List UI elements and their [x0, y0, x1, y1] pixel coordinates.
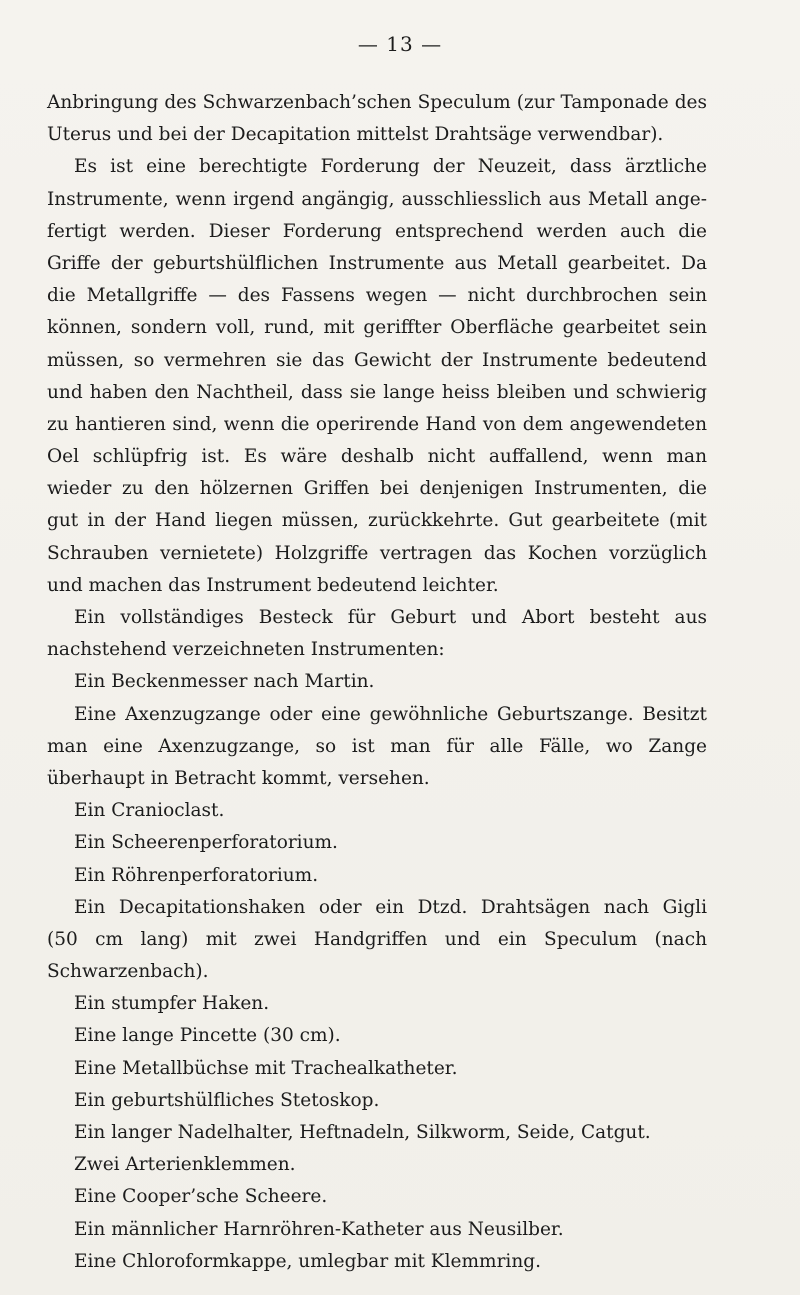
- text-line: Schwarzenbach).: [47, 961, 209, 983]
- text-line: Es ist eine berechtigte Forderung der Neuzeit, dass ärztliche: [74, 156, 707, 178]
- list-item: Ein Röhrenperforatorium.: [74, 864, 319, 886]
- text-line: man eine Axenzugzange, so ist man für alle Fälle, wo Zange: [47, 735, 707, 757]
- list-item: Ein Decapitationshaken oder ein Dtzd. Drahtsägen nach Gigli: [74, 896, 707, 918]
- text-line: und haben den Nachtheil, dass sie lange heiss bleiben und schwierig: [47, 381, 707, 403]
- text-line: Ein vollständiges Besteck für Geburt und Abort besteht aus: [74, 607, 707, 628]
- list-item: Eine Metallbüchse mit Trachealkatheter.: [74, 1057, 458, 1079]
- text-line: überhaupt in Betracht kommt, versehen.: [47, 767, 430, 789]
- list-item: Ein langer Nadelhalter, Heftnadeln, Silkworm, Seide, Catgut.: [74, 1122, 651, 1143]
- text-line: fertigt werden. Dieser Forderung entsprechend werden auch die: [47, 220, 707, 242]
- text-line: gut in der Hand liegen müssen, zurückkehrte. Gut gearbeitete (mit: [47, 510, 707, 532]
- text-line: Uterus und bei der Decapitation mittelst Drahtsäge verwendbar).: [47, 124, 664, 146]
- text-line: können, sondern voll, rund, mit geriffter Oberfläche gearbeitet sein: [47, 317, 707, 339]
- text-line: Anbringung des Schwarzenbach’schen Speculum (zur Tamponade des: [47, 92, 707, 113]
- text-line: wieder zu den hölzernen Griffen bei denjenigen Instrumenten, die: [47, 478, 707, 500]
- list-item: Ein Beckenmesser nach Martin.: [74, 671, 375, 693]
- body-text: [47, 87, 707, 1278]
- list-item: Zwei Arterienklemmen.: [74, 1154, 296, 1176]
- text-line: (50 cm lang) mit zwei Handgriffen und ein Speculum (nach: [47, 928, 707, 950]
- list-item: Eine Cooper’sche Scheere.: [74, 1186, 328, 1208]
- list-item: Eine lange Pincette (30 cm).: [74, 1025, 341, 1047]
- text-line: nachstehend verzeichneten Instrumenten:: [47, 639, 445, 661]
- text-line: müssen, so vermehren sie das Gewicht der Instrumente bedeutend: [47, 349, 707, 371]
- list-item: Ein stumpfer Haken.: [74, 993, 270, 1015]
- text-line: Griffe der geburtshülflichen Instrumente aus Metall gearbeitet. Da: [47, 252, 707, 274]
- text-line: zu hantieren sind, wenn die operirende Hand von dem angewendeten: [47, 413, 707, 435]
- list-item: Eine Chloroformkappe, umlegbar mit Klemmring.: [74, 1250, 541, 1272]
- page-number: — 13 —: [357, 32, 443, 56]
- list-item: Ein Cranioclast.: [74, 800, 225, 822]
- list-item: Ein Scheerenperforatorium.: [74, 832, 338, 854]
- list-item: Eine Axenzugzange oder eine gewöhnliche Geburtszange. Besitzt: [74, 703, 707, 725]
- list-item: Ein geburtshülfliches Stetoskop.: [74, 1089, 380, 1111]
- text-line: Schrauben vernietete) Holzgriffe vertragen das Kochen vorzüglich: [47, 542, 707, 564]
- list-item: Ein männlicher Harnröhren-Katheter aus Neusilber.: [74, 1218, 564, 1240]
- text-line: Oel schlüpfrig ist. Es wäre deshalb nicht auffallend, wenn man: [47, 446, 707, 468]
- text-line: die Metallgriffe — des Fassens wegen — nicht durchbrochen sein: [47, 285, 707, 307]
- text-line: Instrumente, wenn irgend angängig, ausschliesslich aus Metall ange-: [47, 188, 707, 210]
- text-line: und machen das Instrument bedeutend leichter.: [47, 574, 499, 596]
